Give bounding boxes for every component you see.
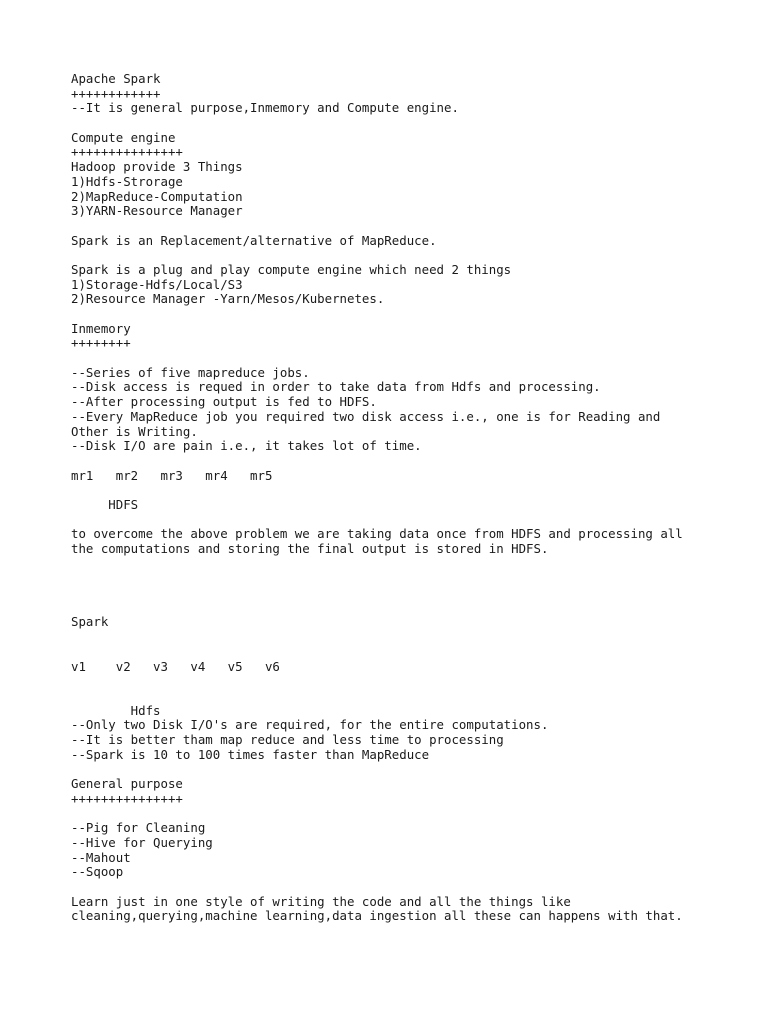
- hdfs-label: Hdfs: [71, 702, 161, 718]
- text-line: 2)MapReduce-Computation: [71, 188, 243, 204]
- section-underline: ++++++++++++: [71, 85, 161, 101]
- section-title-apache-spark: Apache Spark: [71, 71, 161, 86]
- text-line: --Spark is 10 to 100 times faster than MapReduce: [71, 746, 430, 762]
- blank-line: [71, 806, 731, 821]
- text-line: Other is Writing.: [71, 423, 198, 439]
- mapreduce-jobs-row: mr1 mr2 mr3 mr4 mr5: [71, 467, 273, 483]
- hdfs-label: HDFS: [71, 496, 139, 512]
- document-body: [71, 72, 731, 924]
- blank-line: [71, 630, 731, 659]
- blank-line: [71, 762, 731, 777]
- text-line: --Disk I/O are pain i.e., it takes lot of time.: [71, 438, 422, 454]
- text-line: --Disk access is requed in order to take data from Hdfs and processing.: [71, 379, 601, 395]
- text-line: --It is better tham map reduce and less time to processing: [71, 732, 504, 747]
- text-line: Hadoop provide 3 Things: [71, 159, 243, 175]
- section-underline: ++++++++: [71, 335, 131, 351]
- text-line: --Series of five mapreduce jobs.: [71, 364, 310, 380]
- text-line: Spark is an Replacement/alternative of MapReduce.: [71, 232, 437, 248]
- blank-line: [71, 557, 731, 601]
- text-line: --Mahout: [71, 849, 131, 865]
- spark-stages-row: v1 v2 v3 v4 v5 v6: [71, 658, 280, 674]
- section-underline: +++++++++++++++: [71, 144, 183, 160]
- text-line: to overcome the above problem we are taking data once from HDFS and processing all: [71, 526, 683, 542]
- blank-line: [71, 674, 731, 703]
- blank-line: [71, 248, 731, 263]
- text-line: Learn just in one style of writing the code and all the things like: [71, 893, 571, 909]
- blank-line: [71, 483, 731, 498]
- blank-line: [71, 351, 731, 366]
- section-title-inmemory: Inmemory: [71, 320, 131, 336]
- text-line: Spark is a plug and play compute engine which need 2 things: [71, 261, 512, 277]
- blank-line: [71, 219, 731, 234]
- text-line: cleaning,querying,machine learning,data ingestion all these can happens with that.: [71, 908, 683, 924]
- blank-line: [71, 513, 731, 528]
- text-line: --Hive for Querying: [71, 834, 213, 850]
- blank-line: [71, 880, 731, 895]
- text-line: 1)Hdfs-Strorage: [71, 173, 183, 189]
- text-line: --After processing output is fed to HDFS.: [71, 394, 377, 410]
- spark-label: Spark: [71, 614, 109, 630]
- section-title-compute-engine: Compute engine: [71, 129, 176, 145]
- blank-line: [71, 601, 731, 616]
- text-line: 1)Storage-Hdfs/Local/S3: [71, 276, 243, 292]
- blank-line: [71, 307, 731, 322]
- text-line: --Only two Disk I/O's are required, for the entire computations.: [71, 717, 549, 733]
- text-line: --Sqoop: [71, 864, 124, 880]
- section-title-general-purpose: General purpose: [71, 776, 183, 792]
- text-line: --It is general purpose,Inmemory and Compute engine.: [71, 100, 459, 116]
- blank-line: [71, 454, 731, 469]
- blank-line: [71, 116, 731, 131]
- text-line: 2)Resource Manager -Yarn/Mesos/Kubernetes.: [71, 291, 385, 307]
- text-line: --Pig for Cleaning: [71, 820, 206, 836]
- text-line: 3)YARN-Resource Manager: [71, 203, 243, 219]
- text-line: --Every MapReduce job you required two disk access i.e., one is for Reading and: [71, 408, 661, 424]
- section-underline: +++++++++++++++: [71, 790, 183, 806]
- text-line: the computations and storing the final output is stored in HDFS.: [71, 541, 549, 556]
